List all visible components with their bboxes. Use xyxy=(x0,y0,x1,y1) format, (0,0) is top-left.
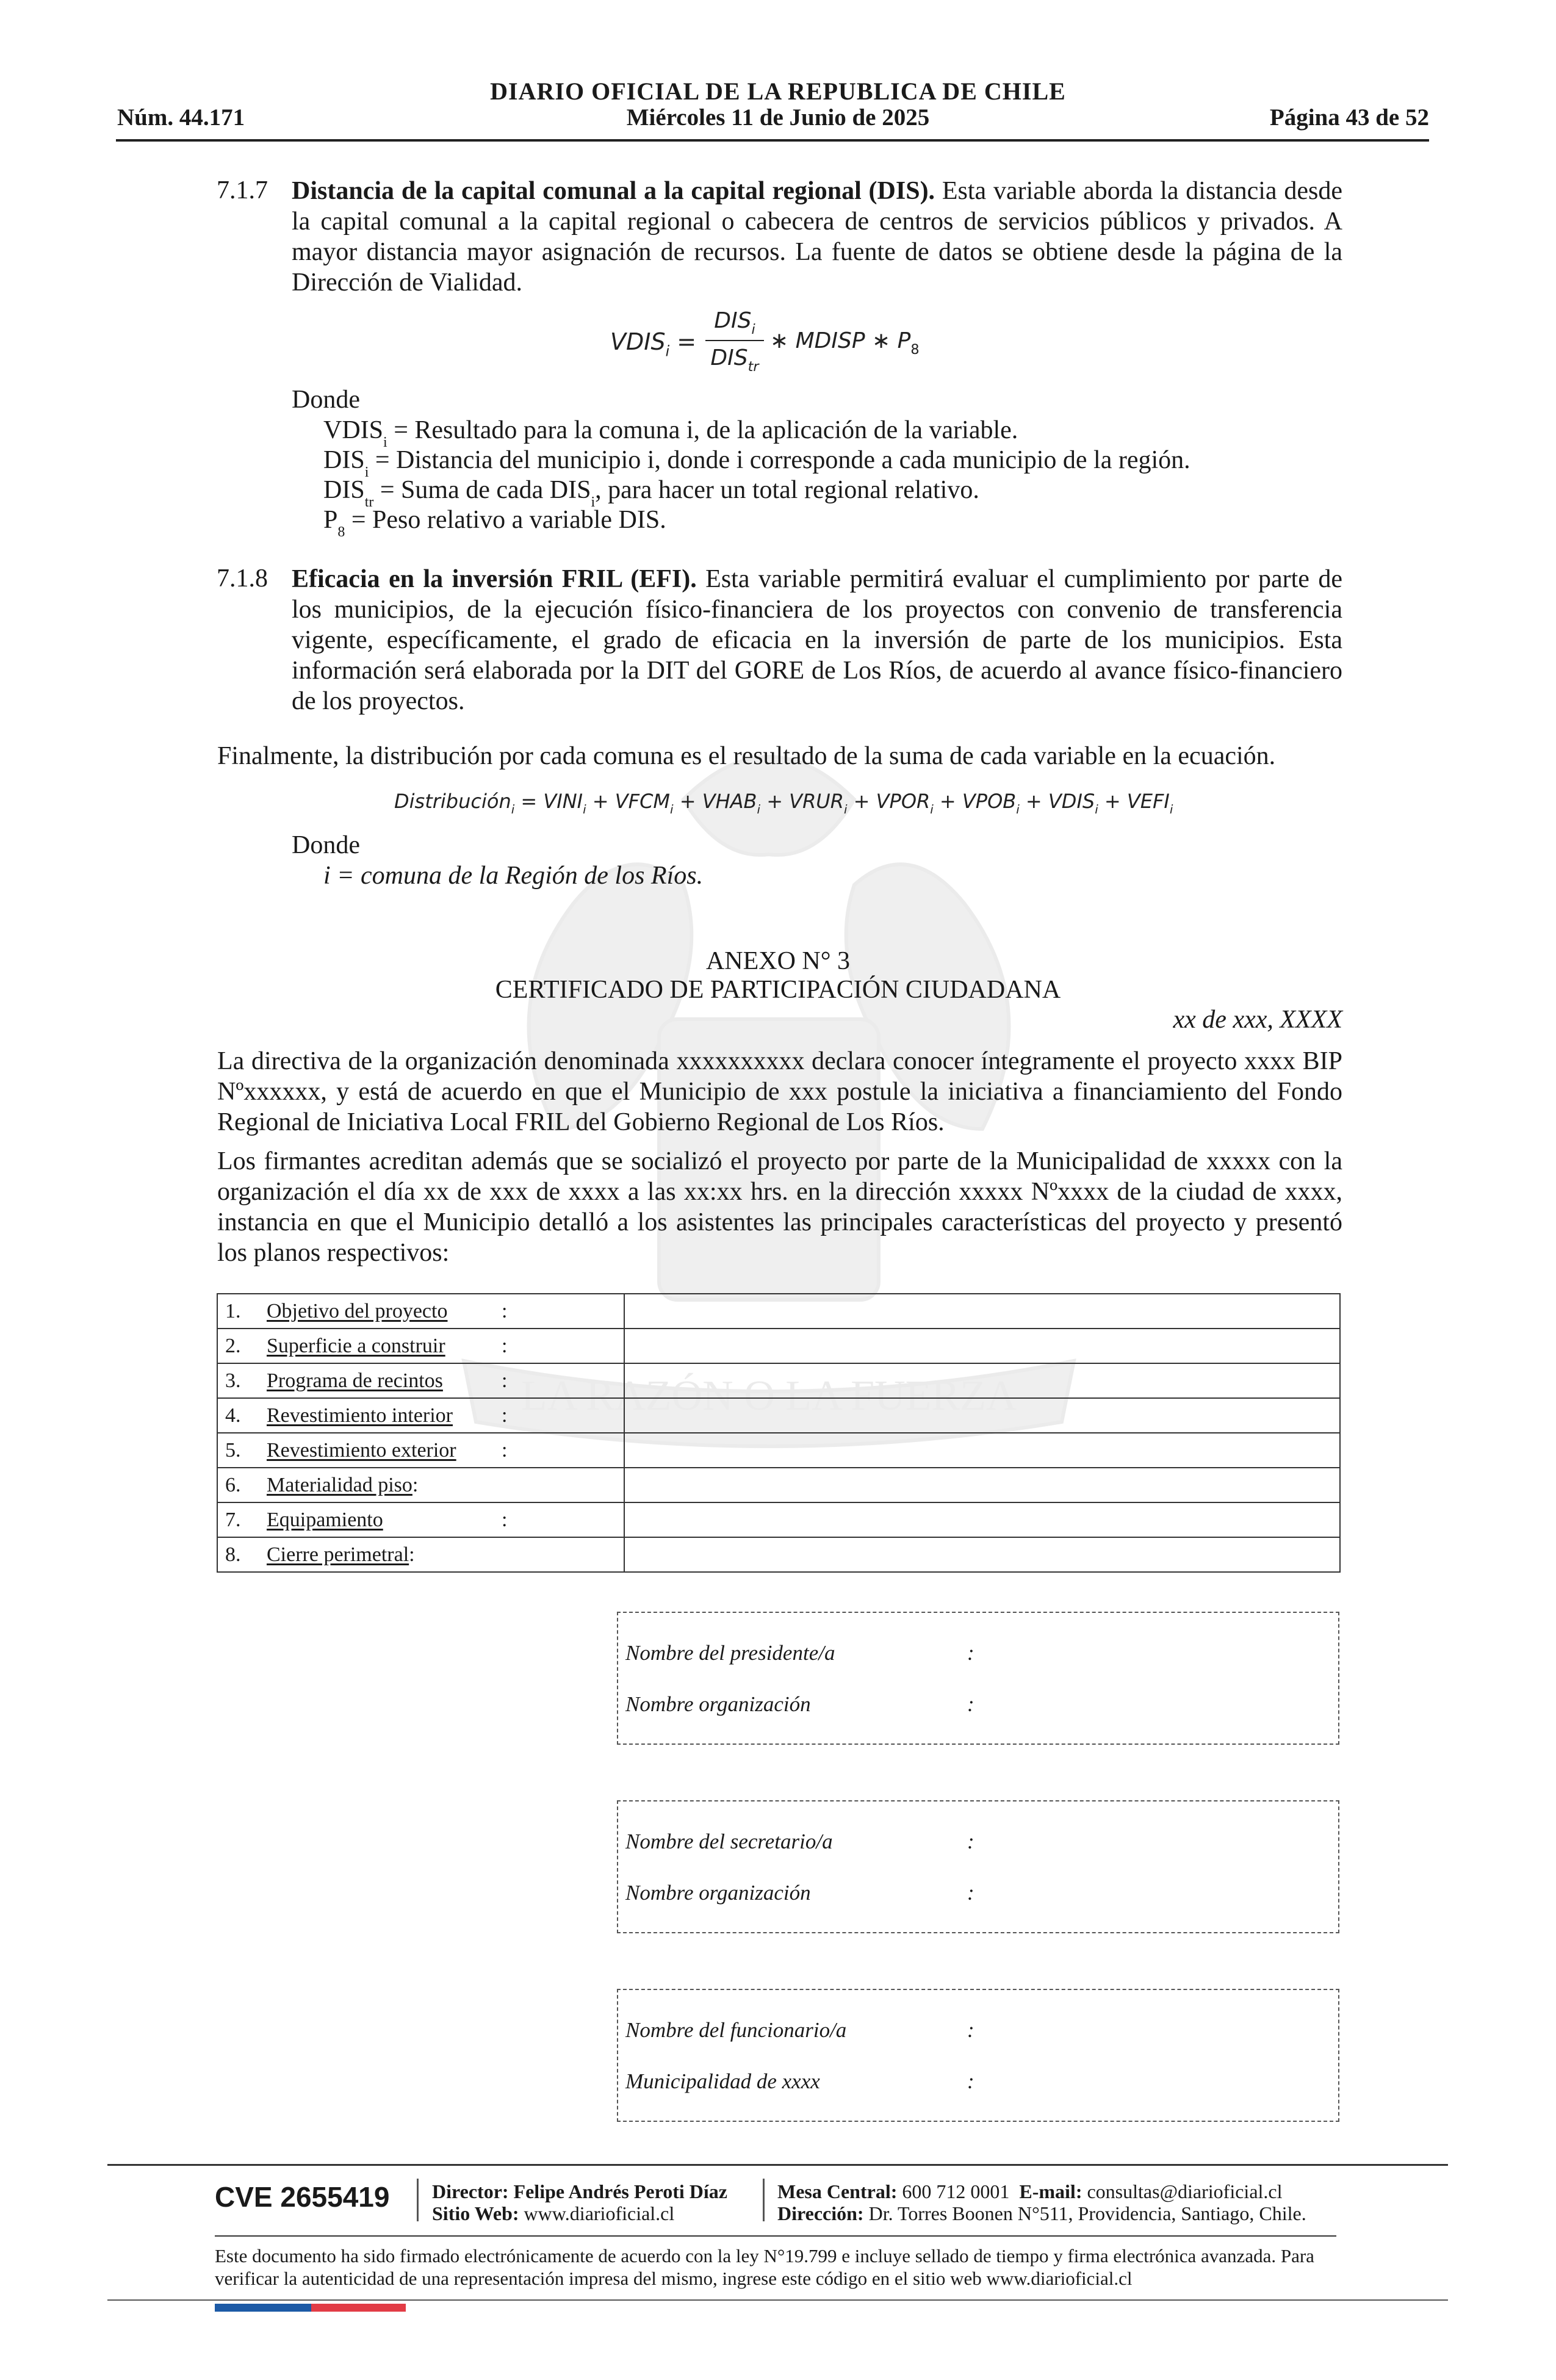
row-colon: : xyxy=(502,1369,508,1392)
sig-colon: : xyxy=(967,1692,974,1716)
section-number-717: 7.1.7 xyxy=(217,176,268,204)
def-text: = Suma de cada DIS xyxy=(373,476,591,504)
equation-term: $VEFI_i$ xyxy=(1126,790,1173,817)
table-label-cell xyxy=(217,1433,624,1468)
distribution-equation: Distribución$_i$ = $VINI_i$ + $VFCM_i$ + $VHAB_i$ + $VRUR_i$ + $VPOR_i$ + $VPOB_i$ + $VDIS_i$ + $VEFI_i$ xyxy=(394,790,1173,817)
row-number: 6. xyxy=(225,1473,241,1496)
signature-box-secretario[interactable] xyxy=(617,1800,1339,1933)
equation-term: $VFCM_i$ xyxy=(614,790,674,817)
section-718-paragraph xyxy=(292,564,1342,716)
row-label: Revestimiento interior xyxy=(267,1404,453,1427)
formula-den-sub: tr xyxy=(747,359,759,375)
footer-legal-text: Este documento ha sido firmado electrónicamente de acuerdo con la ley N°19.799 e incluye sellado de tiempo y firma electrónica avanzada. Para verificar la autenticidad de una representación impresa del mismo, ingrese este código en el sitio web www.diarioficial.cl xyxy=(215,2245,1314,2289)
table-row xyxy=(217,1433,1340,1468)
footer-director xyxy=(432,2180,727,2203)
table-label-cell xyxy=(217,1363,624,1398)
table-label-cell xyxy=(217,1294,624,1329)
section-718-text: Esta variable permitirá evaluar el cumplimiento por parte de los municipios, de la ejecución físico-financiera de los proyectos con convenio de transferencia vigente, específicamente, el grado de eficacia en la inversión de parte de los municipios. Esta información será elaborada por la DIT del GORE de Los Ríos, de acuerdo al avance físico-financiero de los proyectos. xyxy=(292,565,1342,715)
table-row xyxy=(217,1329,1340,1363)
mesa-label: Mesa Central: xyxy=(777,2180,898,2202)
section-number-718: 7.1.8 xyxy=(217,564,268,593)
footer-red-bar xyxy=(311,2304,406,2312)
formula-rest xyxy=(770,328,920,358)
equation-term: $VINI_i$ xyxy=(543,790,586,817)
table-value-cell[interactable] xyxy=(624,1294,1340,1329)
row-colon: : xyxy=(502,1334,508,1357)
anexo-title: ANEXO N° 3 xyxy=(705,947,851,975)
footer-rule-2 xyxy=(215,2235,1336,2237)
table-value-cell[interactable] xyxy=(624,1537,1340,1572)
table-row xyxy=(217,1468,1340,1502)
formula-equals: = xyxy=(677,328,697,355)
equation-term: $VPOB_i$ xyxy=(962,790,1020,817)
row-colon: : xyxy=(502,1299,508,1322)
web-label: Sitio Web: xyxy=(432,2202,519,2224)
row-number: 2. xyxy=(225,1334,241,1357)
equation-term: $VPOR_i$ xyxy=(876,790,934,817)
row-number: 7. xyxy=(225,1508,241,1531)
sig-colon: : xyxy=(967,1881,974,1905)
equation-term: $VDIS_i$ xyxy=(1048,790,1098,817)
def-sub: tr xyxy=(364,494,374,510)
footer-separator xyxy=(417,2179,419,2221)
table-value-cell[interactable] xyxy=(624,1329,1340,1363)
anexo-date-line: xx de xxx, XXXX xyxy=(1173,1006,1342,1034)
formula-rest-text: ∗ MDISP ∗ P xyxy=(770,328,911,353)
formula-num-sub: i xyxy=(751,322,755,338)
sig-colon: : xyxy=(967,1830,974,1853)
cve-code: CVE 2655419 xyxy=(215,2181,390,2213)
row-colon: : xyxy=(502,1438,508,1462)
donde-label-final: Donde xyxy=(292,831,360,859)
fraction-bar xyxy=(705,340,764,341)
row-number: 5. xyxy=(225,1438,241,1462)
where-comuna: i = comuna de la Región de los Ríos. xyxy=(323,862,704,890)
sig-line-2: Nombre organización xyxy=(625,1881,811,1905)
table-label-cell xyxy=(217,1398,624,1433)
row-number: 1. xyxy=(225,1299,241,1322)
def-sub: 8 xyxy=(337,524,345,540)
table-value-cell[interactable] xyxy=(624,1468,1340,1502)
address-text: Dr. Torres Boonen N°511, Providencia, Santiago, Chile. xyxy=(868,2202,1306,2224)
sig-line-1: Nombre del secretario/a xyxy=(625,1830,833,1853)
anexo-paragraph-1: La directiva de la organización denominada xxxxxxxxxx declara conocer íntegramente el proyecto xxxx BIP Nºxxxxxx, y está de acuerdo en que el Municipio de xxx postule la iniciativa a financiamiento del Fondo Regional de Iniciativa Local FRIL del Gobierno Regional de Los Ríos. xyxy=(217,1047,1342,1136)
def-sym: DIS xyxy=(323,446,365,474)
sig-line-1: Nombre del funcionario/a xyxy=(625,2018,847,2042)
table-label-cell xyxy=(217,1502,624,1537)
equation-term: $VRUR_i$ xyxy=(789,790,848,817)
motto-text: LA RAZÓN O LA FUERZA xyxy=(520,1372,1017,1419)
row-label: Revestimiento exterior xyxy=(267,1438,456,1462)
row-colon: : xyxy=(502,1508,508,1531)
sig-line-2: Municipalidad de xxxx xyxy=(625,2069,820,2093)
row-label: Materialidad piso xyxy=(267,1473,412,1496)
sig-colon: : xyxy=(967,2018,974,2042)
anexo-subtitle: CERTIFICADO DE PARTICIPACIÓN CIUDADANA xyxy=(495,976,1061,1004)
table-value-cell[interactable] xyxy=(624,1502,1340,1537)
sig-line-2: Nombre organización xyxy=(625,1692,811,1716)
issue-date: Miércoles 11 de Junio de 2025 xyxy=(626,104,930,131)
section-717-text: Esta variable aborda la distancia desde la capital comunal a la capital regional o cabecera de centros de servicios públicos y privados. A mayor distancia mayor asignación de recursos. La fuente de datos se obtiene desde la página de la Dirección de Vialidad. xyxy=(292,177,1342,297)
row-colon: : xyxy=(412,1473,419,1496)
formula-den-text: DIS xyxy=(710,345,748,370)
director-name: Felipe Andrés Peroti Díaz xyxy=(513,2180,727,2202)
sig-colon: : xyxy=(967,2069,974,2093)
def-sym: P xyxy=(323,506,338,534)
signature-box-presidente[interactable] xyxy=(617,1612,1339,1745)
section-718-title: Eficacia en la inversión FRIL (EFI). xyxy=(292,565,697,593)
formula-denominator xyxy=(703,345,766,375)
footer-blue-bar xyxy=(215,2304,311,2312)
equation-lhs: Distribución$_i$ xyxy=(394,790,515,817)
table-label-cell xyxy=(217,1537,624,1572)
def-text: = Peso relativo a variable DIS. xyxy=(345,506,666,534)
equation-term: $VHAB_i$ xyxy=(702,790,761,817)
table-value-cell[interactable] xyxy=(624,1433,1340,1468)
formula-lhs-sub: i xyxy=(665,342,670,360)
formula-numerator xyxy=(705,308,764,337)
sig-colon: : xyxy=(967,1641,974,1665)
row-label: Equipamiento xyxy=(267,1508,383,1531)
row-label: Objetivo del proyecto xyxy=(267,1299,448,1322)
donde-label-717: Donde xyxy=(292,386,360,414)
footer-website xyxy=(432,2202,674,2225)
email-link[interactable]: consultas@diarioficial.cl xyxy=(1087,2180,1283,2202)
final-paragraph: Finalmente, la distribución por cada comuna es el resultado de la suma de cada variable en la ecuación. xyxy=(217,742,1276,770)
section-717-paragraph xyxy=(292,176,1342,298)
table-row xyxy=(217,1502,1340,1537)
journal-title: DIARIO OFICIAL DE LA REPUBLICA DE CHILE xyxy=(490,78,1066,105)
row-colon: : xyxy=(502,1404,508,1427)
row-number: 3. xyxy=(225,1369,241,1392)
signature-box-funcionario[interactable] xyxy=(617,1989,1339,2122)
web-link[interactable]: www.diarioficial.cl xyxy=(524,2202,675,2224)
row-colon: : xyxy=(409,1543,415,1566)
footer-separator xyxy=(763,2179,765,2221)
row-label: Cierre perimetral xyxy=(267,1543,409,1566)
table-value-cell[interactable] xyxy=(624,1398,1340,1433)
formula-num-text: DIS xyxy=(714,308,752,333)
issue-number: Núm. 44.171 xyxy=(117,104,245,131)
def-sub: i xyxy=(364,464,369,480)
footer-mesa xyxy=(777,2180,1283,2203)
project-details-table xyxy=(217,1293,1341,1573)
email-label: E-mail: xyxy=(1019,2180,1082,2202)
def-text-sub: i xyxy=(591,494,596,510)
footer-rule xyxy=(107,2164,1448,2166)
mesa-phone: 600 712 0001 xyxy=(902,2180,1010,2202)
formula-vdis-lhs xyxy=(610,328,696,360)
header-rule xyxy=(116,139,1429,142)
formula-lhs: VDIS xyxy=(610,328,666,355)
section-717-title: Distancia de la capital comunal a la capital regional (DIS). xyxy=(292,177,935,205)
address-label: Dirección: xyxy=(777,2202,864,2224)
table-row xyxy=(217,1398,1340,1433)
def-text: = Resultado para la comuna i, de la aplicación de la variable. xyxy=(387,416,1018,444)
definition-p8 xyxy=(323,505,666,547)
def-text2: , para hacer un total regional relativo. xyxy=(595,476,979,504)
sig-line-1: Nombre del presidente/a xyxy=(625,1641,835,1665)
row-label: Programa de recintos xyxy=(267,1369,443,1392)
table-row xyxy=(217,1294,1340,1329)
table-row xyxy=(217,1363,1340,1398)
footer-address xyxy=(777,2202,1306,2225)
def-sub: i xyxy=(383,435,387,450)
page-number: Página 43 de 52 xyxy=(1269,104,1429,131)
row-number: 4. xyxy=(225,1404,241,1427)
formula-rest-sub: 8 xyxy=(910,342,920,358)
def-sym: DIS xyxy=(323,476,365,504)
table-value-cell[interactable] xyxy=(624,1363,1340,1398)
def-sym: VDIS xyxy=(323,416,384,444)
anexo-paragraph-2: Los firmantes acreditan además que se socializó el proyecto por parte de la Municipalidad de xxxxx con la organización el día xx de xxx de xxxx a las xx:xx hrs. en la dirección xxxxx Nºxxxx de la ciudad de xxxx, instancia en que el Municipio detalló a los asistentes las principales características del proyecto y presentó los planos respectivos: xyxy=(217,1147,1342,1267)
row-number: 8. xyxy=(225,1543,241,1566)
row-label: Superficie a construir xyxy=(267,1334,445,1357)
director-label: Director: xyxy=(432,2180,509,2202)
footer-rule-3 xyxy=(107,2299,1448,2301)
table-row xyxy=(217,1537,1340,1572)
def-text: = Distancia del municipio i, donde i corresponde a cada municipio de la región. xyxy=(369,446,1190,474)
table-label-cell xyxy=(217,1329,624,1363)
table-label-cell xyxy=(217,1468,624,1502)
